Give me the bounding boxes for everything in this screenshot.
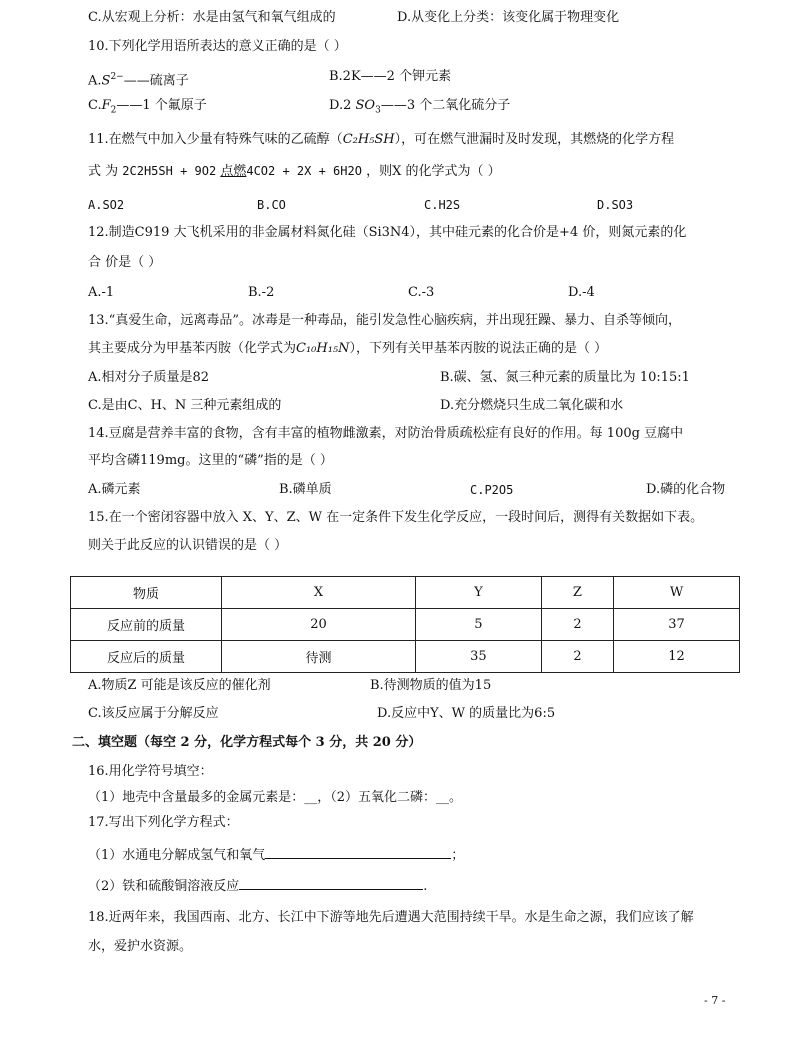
q11-option-b: B.CO (257, 198, 286, 212)
table-cell: 反应后的质量 (71, 641, 222, 673)
q13-line1: 13.“真爱生命，远离毒品”。冰毒是一种毒品，能引发急性心脑疾病，并出现狂躁、暴力、自杀等倾向， (88, 313, 681, 328)
q15-line1: 15.在一个密闭容器中放入 X、Y、Z、W 在一定条件下发生化学反应，一段时间后，测得有关数据如下表。 (88, 510, 704, 525)
q12-option-d: D.-4 (568, 285, 595, 300)
q12-option-a: A.-1 (88, 285, 115, 300)
q11-option-d: D.SO3 (597, 198, 634, 212)
q11-formula: C₂H₅SH (342, 132, 395, 147)
q18-line1: 18.近两年来，我国西南、北方、长江中下游等地先后遭遇大范围持续干旱。水是生命之源，我们应该了解 (88, 910, 694, 925)
q11-equation-right: 4CO2 + 2X + 6H2O (246, 164, 362, 178)
page-number: - 7 - (704, 994, 726, 1007)
q13-option-a: A.相对分子质量是82 (88, 370, 210, 385)
table-header-cell: W (614, 577, 740, 609)
q13-option-d: D.充分燃烧只生成二氧化碳和水 (440, 398, 624, 413)
q14-option-d: D.磷的化合物 (646, 482, 726, 497)
q15-option-a: A.物质Z 可能是该反应的催化剂 (88, 678, 271, 693)
table-cell: 35 (415, 641, 541, 673)
q16-line2: （1）地壳中含量最多的金属元素是：__，（2）五氧化二磷：__。 (88, 790, 463, 805)
table-cell: 20 (222, 609, 416, 641)
q15-option-c: C.该反应属于分解反应 (88, 706, 219, 721)
q10-stem: 10.下列化学用语所表达的意义正确的是（ ） (88, 39, 347, 54)
q10-option-b: B.2K——2 个钾元素 (329, 69, 452, 84)
q10-option-c: $C.F_2——1$ 个氟原子 (88, 98, 207, 116)
q12-option-b: B.-2 (248, 285, 275, 300)
q11-equation-condition: 点燃 (220, 164, 247, 179)
q17-part1: （1）水通电分解成氢气和氧气 ； (88, 845, 464, 865)
table-cell: 2 (541, 641, 613, 673)
q12-option-c: C.-3 (408, 285, 435, 300)
q13-option-b: B.碳、氢、氮三种元素的质量比为 10:15:1 (440, 370, 690, 385)
q9-option-c: C.从宏观上分析：水是由氢气和氧气组成的 (88, 10, 336, 25)
q11-line2: 式 为 2C2H5SH + 9O2 点燃4CO2 + 2X + 6H2O ，则X 的化学式为（ ） (88, 164, 501, 179)
table-cell: 2 (541, 609, 613, 641)
table-row (71, 609, 740, 641)
q9-option-d: D.从变化上分类：该变化属于物理变化 (397, 10, 620, 25)
table-header-cell: X (222, 577, 416, 609)
q11-line1: 11.在燃气中加入少量有特殊气味的乙硫醇（C₂H₅SH），可在燃气泄漏时及时发现，其燃烧的化学方程 (88, 132, 675, 147)
q13-line2: 其主要成分为甲基苯丙胺（化学式为C₁₀H₁₅N），下列有关甲基苯丙胺的说法正确的是（ ） (88, 341, 608, 356)
q18-line2: 水，爱护水资源。 (88, 939, 193, 954)
table-cell: 12 (614, 641, 740, 673)
table-header-row (71, 577, 740, 609)
q12-line2: 合 价是（ ） (88, 255, 162, 270)
q11-option-a: A.SO2 (88, 198, 125, 212)
q17-part2: （2）铁和硫酸铜溶液反应 . (88, 876, 427, 896)
q10-option-d: D.2 $SO_3——3$ 个二氧化硫分子 (329, 98, 511, 116)
section-heading: 二、填空题（每空 2 分，化学方程式每个 3 分，共 20 分） (72, 735, 422, 750)
q11-equation-left: 2C2H5SH + 9O2 (122, 164, 217, 178)
q14-option-b: B.磷单质 (279, 482, 332, 497)
table-header-cell: Y (415, 577, 541, 609)
q11-option-c: C.H2S (424, 198, 461, 212)
table-cell: 5 (415, 609, 541, 641)
q16-line1: 16.用化学符号填空： (88, 764, 213, 779)
q15-option-b: B.待测物质的值为15 (370, 678, 492, 693)
table-cell: 37 (614, 609, 740, 641)
table-header-cell: 物质 (71, 577, 222, 609)
q14-line1: 14.豆腐是营养丰富的食物，含有丰富的植物雌激素，对防治骨质疏松症有良好的作用。每 100g 豆腐中 (88, 426, 684, 441)
q15-data-table (70, 576, 740, 673)
q14-option-a: A.磷元素 (88, 482, 141, 497)
answer-blank[interactable] (265, 845, 451, 859)
q15-line2: 则关于此反应的认识错误的是（ ） (88, 538, 288, 553)
q17-line1: 17.写出下列化学方程式： (88, 815, 239, 830)
answer-blank[interactable] (239, 876, 423, 890)
q13-formula: C₁₀H₁₅N (296, 341, 350, 356)
table-cell: 反应前的质量 (71, 609, 222, 641)
q10-option-a: $A.S^{2-}——$硫离子 (88, 72, 189, 89)
table-cell: 待测 (222, 641, 416, 673)
q13-option-c: C.是由C、H、N 三种元素组成的 (88, 398, 282, 413)
q15-option-d: D.反应中Y、W 的质量比为6:5 (377, 706, 556, 721)
table-row (71, 641, 740, 673)
q14-line2: 平均含磷119mg。这里的“磷”指的是（ ） (88, 453, 333, 468)
q12-line1: 12.制造C919 大飞机采用的非金属材料氮化硅（Si3N4），其中硅元素的化合价是+4 价，则氮元素的化 (88, 225, 687, 240)
table-header-cell: Z (541, 577, 613, 609)
q14-option-c: C.P2O5 (470, 483, 514, 497)
